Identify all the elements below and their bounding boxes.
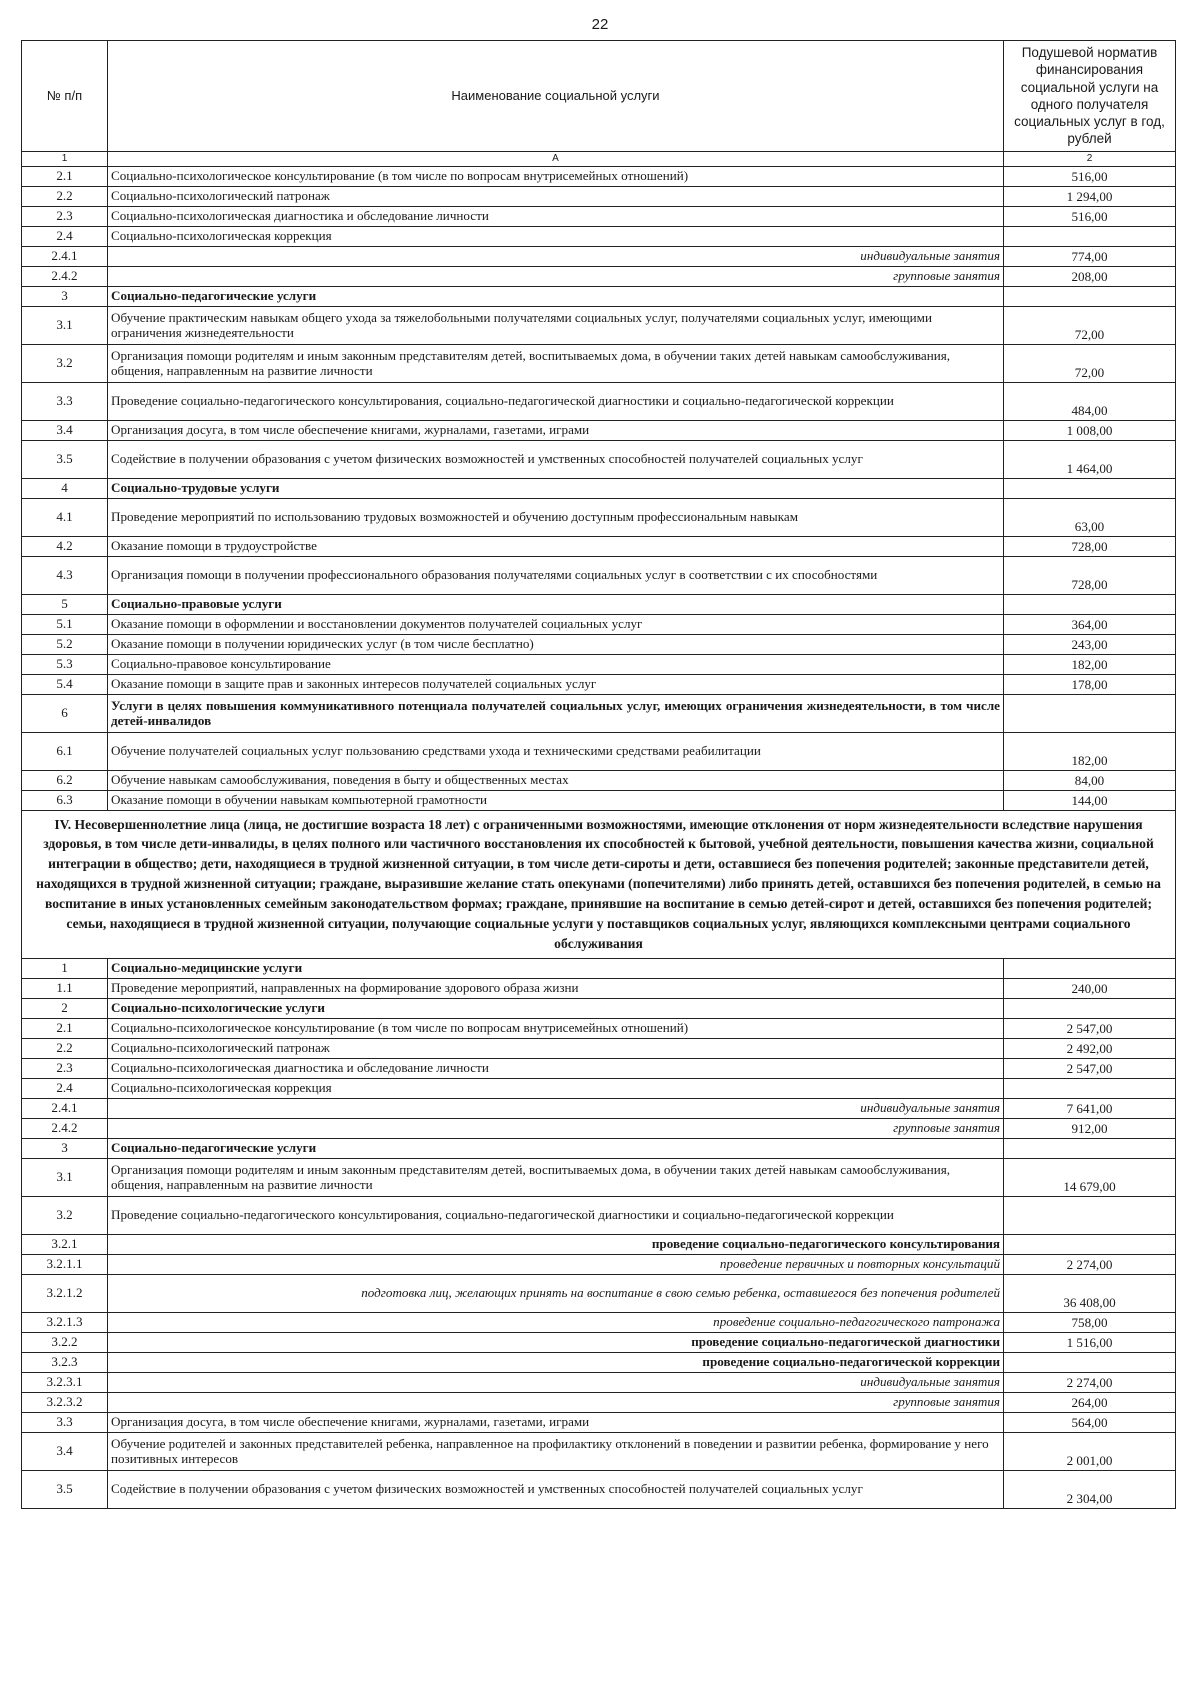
table-row bbox=[22, 266, 1176, 286]
normative-value: 264,00 bbox=[1004, 1392, 1176, 1412]
service-name: Социально-правовое консультирование bbox=[108, 654, 1004, 674]
service-name: Содействие в получении образования с учетом физических возможностей и умственных способностей получателей социальных услуг bbox=[108, 440, 1004, 478]
service-name: Оказание помощи в обучении навыкам компьютерной грамотности bbox=[108, 790, 1004, 810]
row-number: 3.2.1.2 bbox=[22, 1274, 108, 1312]
service-name: Обучение получателей социальных услуг пользованию средствами ухода и техническими средствами реабилитации bbox=[108, 732, 1004, 770]
normative-value bbox=[1004, 694, 1176, 732]
service-name: Социально-психологическое консультирование (в том числе по вопросам внутрисемейных отношений) bbox=[108, 1018, 1004, 1038]
service-name: индивидуальные занятия bbox=[108, 1098, 1004, 1118]
normative-value: 2 547,00 bbox=[1004, 1058, 1176, 1078]
index-col-a: А bbox=[108, 151, 1004, 166]
table-row bbox=[22, 1078, 1176, 1098]
section-iv-row bbox=[22, 810, 1176, 958]
table-row bbox=[22, 1196, 1176, 1234]
row-number: 2.1 bbox=[22, 1018, 108, 1038]
row-number: 1 bbox=[22, 958, 108, 978]
index-row bbox=[22, 151, 1176, 166]
service-name: проведение социально-педагогической диагностики bbox=[108, 1332, 1004, 1352]
table-row bbox=[22, 1018, 1176, 1038]
normative-value: 7 641,00 bbox=[1004, 1098, 1176, 1118]
service-name: Проведение социально-педагогического консультирования, социально-педагогической диагностики и социально-педагогической коррекции bbox=[108, 382, 1004, 420]
normative-value bbox=[1004, 478, 1176, 498]
normative-value: 63,00 bbox=[1004, 498, 1176, 536]
service-name: Проведение мероприятий, направленных на формирование здорового образа жизни bbox=[108, 978, 1004, 998]
row-number: 3 bbox=[22, 1138, 108, 1158]
normative-value: 36 408,00 bbox=[1004, 1274, 1176, 1312]
service-name: Проведение мероприятий по использованию трудовых возможностей и обучению доступным профессиональным навыкам bbox=[108, 498, 1004, 536]
table-row bbox=[22, 732, 1176, 770]
table-row bbox=[22, 674, 1176, 694]
normative-value: 912,00 bbox=[1004, 1118, 1176, 1138]
row-number: 3.5 bbox=[22, 440, 108, 478]
normative-value: 72,00 bbox=[1004, 344, 1176, 382]
service-name: Проведение социально-педагогического консультирования, социально-педагогической диагностики и социально-педагогической коррекции bbox=[108, 1196, 1004, 1234]
row-number: 3.3 bbox=[22, 382, 108, 420]
table-row bbox=[22, 1138, 1176, 1158]
table-row bbox=[22, 790, 1176, 810]
normative-value bbox=[1004, 1078, 1176, 1098]
row-number: 5.2 bbox=[22, 634, 108, 654]
service-name: Обучение практическим навыкам общего ухода за тяжелобольными получателями социальных услуг, получателями социальных услуг, имеющими ограничения жизнедеятельности bbox=[108, 306, 1004, 344]
table-row bbox=[22, 1312, 1176, 1332]
normative-value: 364,00 bbox=[1004, 614, 1176, 634]
header-normative: Подушевой норматив финансирования социальной услуги на одного получателя социальных услуг в год, рублей bbox=[1004, 41, 1176, 152]
header-row bbox=[22, 41, 1176, 152]
service-name: Социально-психологическое консультирование (в том числе по вопросам внутрисемейных отношений) bbox=[108, 166, 1004, 186]
header-number: № п/п bbox=[22, 41, 108, 152]
table-row bbox=[22, 1158, 1176, 1196]
normative-value bbox=[1004, 958, 1176, 978]
service-name: индивидуальные занятия bbox=[108, 1372, 1004, 1392]
normative-value: 2 274,00 bbox=[1004, 1372, 1176, 1392]
service-name: Организация досуга, в том числе обеспечение книгами, журналами, газетами, играми bbox=[108, 420, 1004, 440]
row-number: 4.3 bbox=[22, 556, 108, 594]
normative-value: 243,00 bbox=[1004, 634, 1176, 654]
normative-value: 2 547,00 bbox=[1004, 1018, 1176, 1038]
row-number: 6.3 bbox=[22, 790, 108, 810]
row-number: 2.2 bbox=[22, 1038, 108, 1058]
table-row bbox=[22, 1118, 1176, 1138]
row-number: 2.4.2 bbox=[22, 1118, 108, 1138]
service-name: Организация помощи в получении профессионального образования получателями социальных услуг в соответствии с их способностями bbox=[108, 556, 1004, 594]
table-row bbox=[22, 206, 1176, 226]
table-row bbox=[22, 306, 1176, 344]
normative-value: 72,00 bbox=[1004, 306, 1176, 344]
service-name: Социально-педагогические услуги bbox=[108, 1138, 1004, 1158]
service-name: Оказание помощи в оформлении и восстановлении документов получателей социальных услуг bbox=[108, 614, 1004, 634]
normative-value: 516,00 bbox=[1004, 206, 1176, 226]
index-col-2: 2 bbox=[1004, 151, 1176, 166]
row-number: 4 bbox=[22, 478, 108, 498]
normative-value: 1 294,00 bbox=[1004, 186, 1176, 206]
table-row bbox=[22, 1372, 1176, 1392]
table-row bbox=[22, 1038, 1176, 1058]
table-row bbox=[22, 654, 1176, 674]
row-number: 3.2.1.3 bbox=[22, 1312, 108, 1332]
table-row bbox=[22, 1470, 1176, 1508]
row-number: 3.2.3 bbox=[22, 1352, 108, 1372]
service-name: Социально-психологическая диагностика и обследование личности bbox=[108, 206, 1004, 226]
normative-value: 182,00 bbox=[1004, 654, 1176, 674]
row-number: 3.2.3.1 bbox=[22, 1372, 108, 1392]
normative-value: 1 516,00 bbox=[1004, 1332, 1176, 1352]
normative-value: 182,00 bbox=[1004, 732, 1176, 770]
service-name: Оказание помощи в трудоустройстве bbox=[108, 536, 1004, 556]
table-row bbox=[22, 286, 1176, 306]
normative-value: 2 001,00 bbox=[1004, 1432, 1176, 1470]
row-number: 3 bbox=[22, 286, 108, 306]
normative-value: 774,00 bbox=[1004, 246, 1176, 266]
normative-value: 2 492,00 bbox=[1004, 1038, 1176, 1058]
row-number: 3.2.2 bbox=[22, 1332, 108, 1352]
table-row bbox=[22, 634, 1176, 654]
normative-value bbox=[1004, 1196, 1176, 1234]
table-row bbox=[22, 594, 1176, 614]
table-row bbox=[22, 1352, 1176, 1372]
table-row bbox=[22, 498, 1176, 536]
service-name: Обучение навыкам самообслуживания, поведения в быту и общественных местах bbox=[108, 770, 1004, 790]
row-number: 3.2.3.2 bbox=[22, 1392, 108, 1412]
service-name: Организация досуга, в том числе обеспечение книгами, журналами, газетами, играми bbox=[108, 1412, 1004, 1432]
row-number: 2.4.1 bbox=[22, 246, 108, 266]
row-number: 4.1 bbox=[22, 498, 108, 536]
table-row bbox=[22, 186, 1176, 206]
normative-value: 208,00 bbox=[1004, 266, 1176, 286]
service-name: Социально-психологический патронаж bbox=[108, 186, 1004, 206]
row-number: 2.3 bbox=[22, 1058, 108, 1078]
table-row bbox=[22, 958, 1176, 978]
header-service-name: Наименование социальной услуги bbox=[108, 41, 1004, 152]
service-name: Социально-психологическая коррекция bbox=[108, 1078, 1004, 1098]
index-col-1: 1 bbox=[22, 151, 108, 166]
normative-value bbox=[1004, 1352, 1176, 1372]
table-row bbox=[22, 1332, 1176, 1352]
normative-value: 1 464,00 bbox=[1004, 440, 1176, 478]
row-number: 2.1 bbox=[22, 166, 108, 186]
table-row bbox=[22, 556, 1176, 594]
normative-value bbox=[1004, 1138, 1176, 1158]
service-name: проведение социально-педагогического патронажа bbox=[108, 1312, 1004, 1332]
section-iv-heading: IV. Несовершеннолетние лица (лица, не достигшие возраста 18 лет) с ограниченными возможностями, имеющие отклонения от норм жизнедеятельности вследствие нарушения здоровья, в том числе дети-инвалиды, в целях полного или частичного восстановления их способностей к бытовой, учебной деятельности, повышения качества жизни, социальной интеграции в общество; дети, находящиеся в трудной жизненной ситуации, в том числе дети-сироты и дети, оставшиеся без попечения родителей; законные представители детей, находящихся в трудной жизненной ситуации; граждане, выразившие желание стать опекунами (попечителями) либо принять детей, оставшихся без попечения родителей, в семью на воспитание в иных установленных семейным законодательством формах; граждане, принявшие на воспитание в семью детей-сирот и детей, оставшихся без попечения родителей; семьи, находящиеся в трудной жизненной ситуации, получающие социальные услуги у поставщиков социальных услуг, являющихся комплексными центрами социального обслуживания bbox=[22, 810, 1176, 958]
table-row bbox=[22, 226, 1176, 246]
row-number: 2.4 bbox=[22, 1078, 108, 1098]
service-name: Социально-психологическая диагностика и обследование личности bbox=[108, 1058, 1004, 1078]
normative-value: 564,00 bbox=[1004, 1412, 1176, 1432]
normative-value bbox=[1004, 1234, 1176, 1254]
service-name: Услуги в целях повышения коммуникативного потенциала получателей социальных услуг, имеющих ограничения жизнедеятельности, в том числе детей-инвалидов bbox=[108, 694, 1004, 732]
table-row bbox=[22, 166, 1176, 186]
row-number: 2.2 bbox=[22, 186, 108, 206]
service-name: подготовка лиц, желающих принять на воспитание в свою семью ребенка, оставшегося без попечения родителей bbox=[108, 1274, 1004, 1312]
service-name: Оказание помощи в защите прав и законных интересов получателей социальных услуг bbox=[108, 674, 1004, 694]
row-number: 1.1 bbox=[22, 978, 108, 998]
row-number: 6.2 bbox=[22, 770, 108, 790]
normative-value: 84,00 bbox=[1004, 770, 1176, 790]
normative-value: 14 679,00 bbox=[1004, 1158, 1176, 1196]
normative-value: 2 304,00 bbox=[1004, 1470, 1176, 1508]
row-number: 5 bbox=[22, 594, 108, 614]
row-number: 3.2 bbox=[22, 1196, 108, 1234]
row-number: 5.4 bbox=[22, 674, 108, 694]
normative-value: 728,00 bbox=[1004, 556, 1176, 594]
row-number: 3.2.1 bbox=[22, 1234, 108, 1254]
service-name: Содействие в получении образования с учетом физических возможностей и умственных способностей получателей социальных услуг bbox=[108, 1470, 1004, 1508]
row-number: 5.1 bbox=[22, 614, 108, 634]
row-number: 2 bbox=[22, 998, 108, 1018]
normative-value: 758,00 bbox=[1004, 1312, 1176, 1332]
service-name: индивидуальные занятия bbox=[108, 246, 1004, 266]
service-name: групповые занятия bbox=[108, 1118, 1004, 1138]
service-name: проведение социально-педагогической коррекции bbox=[108, 1352, 1004, 1372]
row-number: 3.2.1.1 bbox=[22, 1254, 108, 1274]
service-name: Социально-психологические услуги bbox=[108, 998, 1004, 1018]
normative-value bbox=[1004, 226, 1176, 246]
table-row bbox=[22, 1432, 1176, 1470]
table-row bbox=[22, 978, 1176, 998]
table-row bbox=[22, 344, 1176, 382]
row-number: 6 bbox=[22, 694, 108, 732]
normative-value bbox=[1004, 998, 1176, 1018]
table-body bbox=[22, 41, 1176, 1509]
row-number: 3.4 bbox=[22, 420, 108, 440]
service-name: Обучение родителей и законных представителей ребенка, направленное на профилактику отклонений в поведении и развитии ребенка, формирование у него позитивных интересов bbox=[108, 1432, 1004, 1470]
table-row bbox=[22, 382, 1176, 420]
table-row bbox=[22, 246, 1176, 266]
service-name: проведение социально-педагогического консультирования bbox=[108, 1234, 1004, 1254]
row-number: 2.4.2 bbox=[22, 266, 108, 286]
row-number: 5.3 bbox=[22, 654, 108, 674]
page-number: 22 bbox=[591, 16, 609, 33]
table-row bbox=[22, 440, 1176, 478]
row-number: 3.1 bbox=[22, 1158, 108, 1196]
normative-value: 178,00 bbox=[1004, 674, 1176, 694]
row-number: 4.2 bbox=[22, 536, 108, 556]
row-number: 2.4 bbox=[22, 226, 108, 246]
table-row bbox=[22, 420, 1176, 440]
row-number: 2.3 bbox=[22, 206, 108, 226]
normative-value: 144,00 bbox=[1004, 790, 1176, 810]
service-name: групповые занятия bbox=[108, 1392, 1004, 1412]
service-name: групповые занятия bbox=[108, 266, 1004, 286]
normative-value: 1 008,00 bbox=[1004, 420, 1176, 440]
services-table bbox=[21, 40, 1176, 1509]
service-name: Социально-психологическая коррекция bbox=[108, 226, 1004, 246]
service-name: Социально-правовые услуги bbox=[108, 594, 1004, 614]
normative-value: 2 274,00 bbox=[1004, 1254, 1176, 1274]
normative-value: 240,00 bbox=[1004, 978, 1176, 998]
table-row bbox=[22, 1098, 1176, 1118]
row-number: 3.2 bbox=[22, 344, 108, 382]
service-name: проведение первичных и повторных консультаций bbox=[108, 1254, 1004, 1274]
table-row bbox=[22, 1392, 1176, 1412]
table-row bbox=[22, 478, 1176, 498]
row-number: 6.1 bbox=[22, 732, 108, 770]
service-name: Социально-трудовые услуги bbox=[108, 478, 1004, 498]
normative-value bbox=[1004, 286, 1176, 306]
row-number: 2.4.1 bbox=[22, 1098, 108, 1118]
service-name: Организация помощи родителям и иным законным представителям детей, воспитываемых дома, в обучении таких детей навыкам самообслуживания, общения, направленным на развитие личности bbox=[108, 1158, 1004, 1196]
service-name: Организация помощи родителям и иным законным представителям детей, воспитываемых дома, в обучении таких детей навыкам самообслуживания, общения, направленным на развитие личности bbox=[108, 344, 1004, 382]
table-row bbox=[22, 1058, 1176, 1078]
service-name: Социально-психологический патронаж bbox=[108, 1038, 1004, 1058]
normative-value bbox=[1004, 594, 1176, 614]
row-number: 3.5 bbox=[22, 1470, 108, 1508]
table-row bbox=[22, 1274, 1176, 1312]
service-name: Оказание помощи в получении юридических услуг (в том числе бесплатно) bbox=[108, 634, 1004, 654]
table-row bbox=[22, 1412, 1176, 1432]
row-number: 3.4 bbox=[22, 1432, 108, 1470]
normative-value: 484,00 bbox=[1004, 382, 1176, 420]
service-name: Социально-педагогические услуги bbox=[108, 286, 1004, 306]
table-row bbox=[22, 536, 1176, 556]
table-row bbox=[22, 1254, 1176, 1274]
table-row bbox=[22, 770, 1176, 790]
normative-value: 516,00 bbox=[1004, 166, 1176, 186]
service-name: Социально-медицинские услуги bbox=[108, 958, 1004, 978]
row-number: 3.1 bbox=[22, 306, 108, 344]
table-row bbox=[22, 694, 1176, 732]
table-row bbox=[22, 614, 1176, 634]
row-number: 3.3 bbox=[22, 1412, 108, 1432]
table-row bbox=[22, 998, 1176, 1018]
table-row bbox=[22, 1234, 1176, 1254]
normative-value: 728,00 bbox=[1004, 536, 1176, 556]
